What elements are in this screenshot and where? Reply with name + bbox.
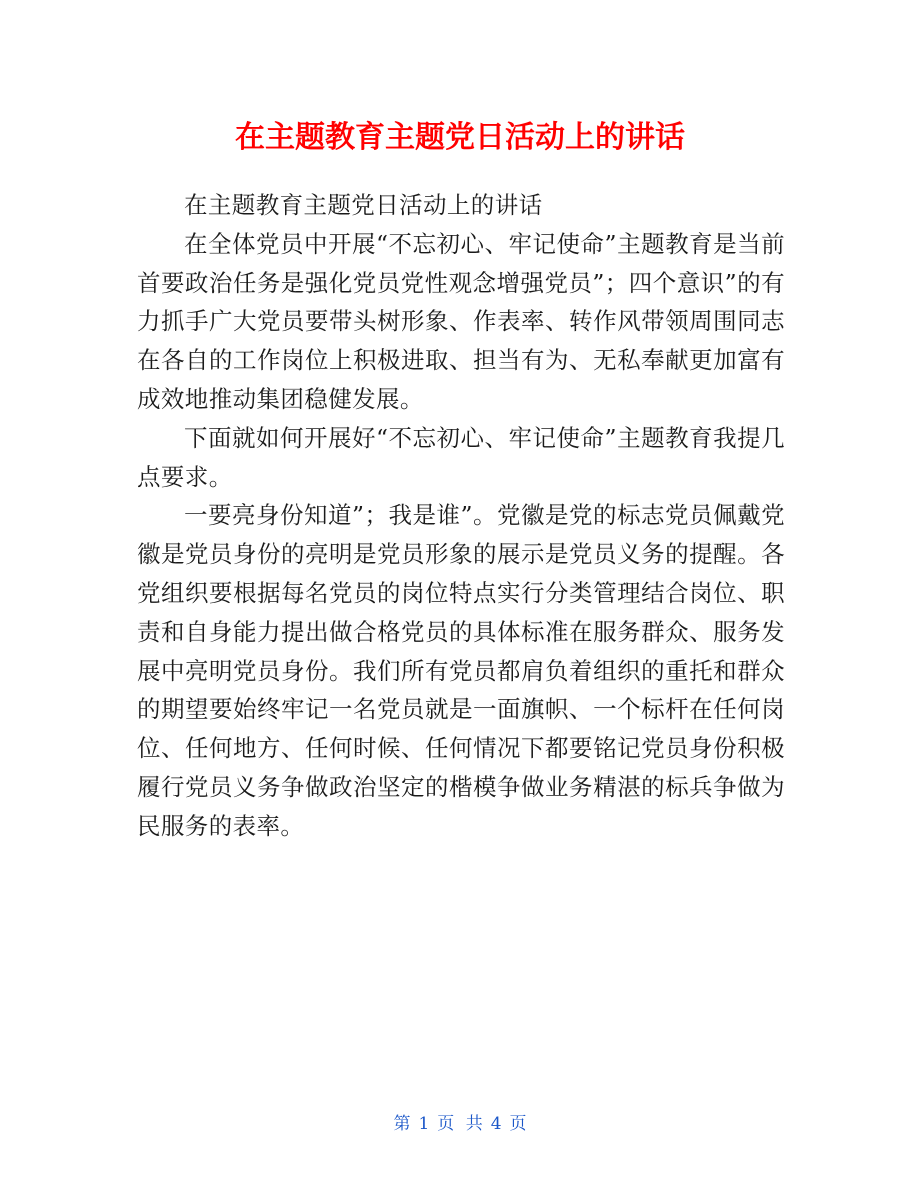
subtitle-paragraph: 在主题教育主题党日活动上的讲话 xyxy=(184,191,543,219)
paragraph: 一要亮身份知道”；我是谁”。党徽是党的标志党员佩戴党徽是党员身份的亮明是党员形象的展示是党员义务的提醒。各党组织要根据每名党员的岗位特点实行分类管理结合岗位、职责和自身能力提出做合格党员的具体标准在服务群众、服务发展中亮明党员身份。我们所有党员都肩负着组织的重托和群众的期望要始终牢记一名党员就是一面旗帜、一个标杆在任何岗位、任何地方、任何时候、任何情况下都要铭记党员身份积极履行党员义务争做政治坚定的楷模争做业务精湛的标兵争做为民服务的表率。 xyxy=(137,501,785,840)
page-label-mid: 页 共 xyxy=(437,1114,483,1134)
paragraph: 在全体党员中开展“不忘初心、牢记使命”主题教育是当前首要政治任务是强化党员党性观念增强党员”；四个意识”的有力抓手广大党员要带头树形象、作表率、转作风带领周围同志在各自的工作岗位上积极进取、担当有为、无私奉献更加富有成效地推动集团稳健发展。 xyxy=(137,229,785,413)
document-title: 在主题教育主题党日活动上的讲话 xyxy=(235,120,685,155)
current-page-number: 1 xyxy=(418,1114,430,1134)
document-body xyxy=(137,186,785,846)
page-footer xyxy=(0,1112,920,1136)
paragraph: 下面就如何开展好“不忘初心、牢记使命”主题教育我提几点要求。 xyxy=(137,423,785,491)
page-label-prefix: 第 xyxy=(393,1114,411,1134)
total-pages-number: 4 xyxy=(490,1114,502,1134)
page-label-suffix: 页 xyxy=(509,1114,527,1134)
